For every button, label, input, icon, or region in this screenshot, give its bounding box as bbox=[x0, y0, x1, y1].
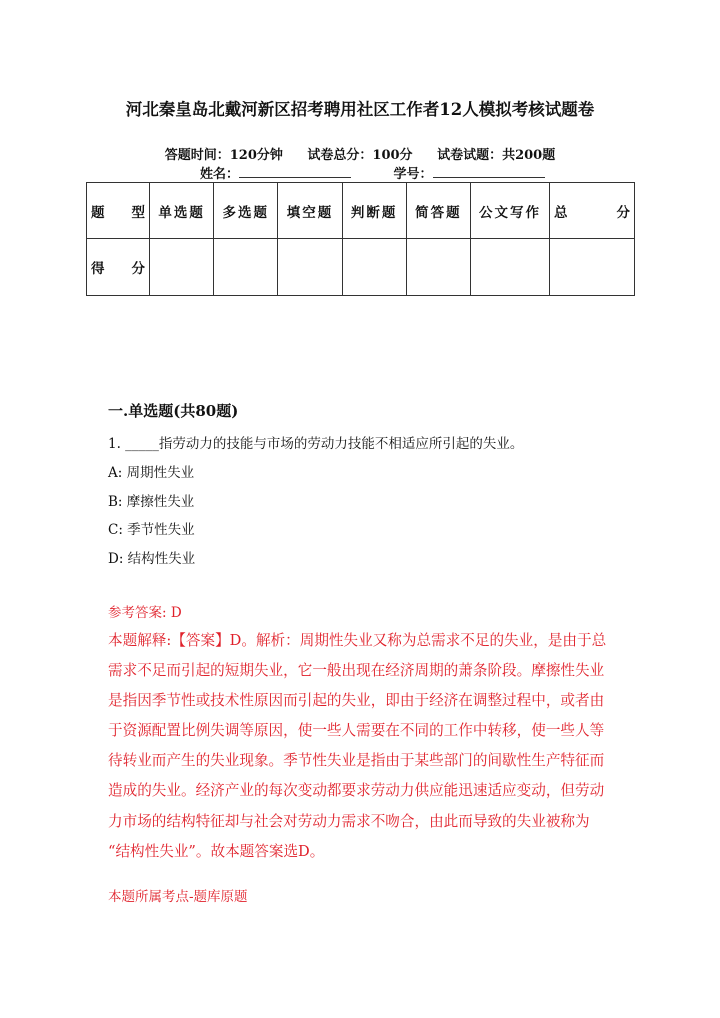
exam-question-count: 试卷试题：共200题 bbox=[437, 148, 556, 163]
topic-note: 本题所属考点-题库原题 bbox=[108, 889, 248, 905]
explanation-line: 是指因季节性或技术性原因而引起的失业，即由于经济在调整过程中，或者由 bbox=[108, 692, 605, 710]
header-label-char: 型 bbox=[131, 204, 145, 221]
explanation-line: 于资源配置比例失调等原因，使一些人需要在不同的工作中转移，使一些人等 bbox=[108, 722, 605, 740]
explanation-line: 造成的失业。经济产业的每次变动都要求劳动力供应能迅速适应变动，但劳动 bbox=[108, 782, 605, 800]
exam-time: 答题时间：120分钟 bbox=[164, 148, 283, 163]
id-blank[interactable] bbox=[433, 165, 545, 178]
header-label-char: 题 bbox=[91, 204, 105, 221]
explanation-line: 需求不足而引起的短期失业，它一般出现在经济周期的萧条阶段。摩擦性失业 bbox=[108, 662, 605, 680]
score-table-header-row bbox=[87, 183, 635, 239]
total-label-char: 分 bbox=[616, 204, 630, 221]
col-document-writing: 公文写作 bbox=[471, 183, 550, 239]
total-label-char: 总 bbox=[554, 204, 568, 221]
col-multi-choice: 多选题 bbox=[214, 183, 278, 239]
score-cell[interactable] bbox=[406, 239, 470, 296]
exam-title: 河北秦皇岛北戴河新区招考聘用社区工作者12人模拟考核试题卷 bbox=[125, 100, 595, 119]
explanation-line: 待转业而产生的失业现象。季节性失业是指由于某些部门的间歇性生产特征而 bbox=[108, 752, 605, 770]
score-cell[interactable] bbox=[214, 239, 278, 296]
reference-answer: 参考答案: D bbox=[108, 605, 182, 621]
col-fill-blank: 填空题 bbox=[278, 183, 342, 239]
option-d: D: 结构性失业 bbox=[108, 551, 196, 567]
explanation bbox=[108, 626, 606, 867]
row-label-char: 分 bbox=[131, 261, 145, 277]
score-cell[interactable] bbox=[342, 239, 406, 296]
col-single-choice: 单选题 bbox=[150, 183, 214, 239]
score-table bbox=[86, 182, 635, 296]
option-b: B: 摩擦性失业 bbox=[108, 494, 195, 510]
name-label: 姓名： bbox=[200, 167, 240, 182]
explanation-line: 力市场的结构特征却与社会对劳动力需求不吻合，由此而导致的失业被称为 bbox=[108, 812, 590, 830]
col-short-answer: 简答题 bbox=[406, 183, 470, 239]
score-cell[interactable] bbox=[471, 239, 550, 296]
score-cell[interactable] bbox=[550, 239, 635, 296]
col-true-false: 判断题 bbox=[342, 183, 406, 239]
explanation-line: 本题解释:【答案】D。解析：周期性失业又称为总需求不足的失业，是由于总 bbox=[108, 632, 607, 649]
student-fields bbox=[200, 163, 583, 182]
exam-meta bbox=[0, 144, 720, 163]
option-a: A: 周期性失业 bbox=[108, 465, 195, 481]
score-table-score-row bbox=[87, 239, 635, 296]
name-blank[interactable] bbox=[239, 165, 351, 178]
row-label-char: 得 bbox=[91, 261, 105, 277]
section-title: 一.单选题(共80题) bbox=[108, 402, 239, 420]
exam-total-score: 试卷总分：100分 bbox=[307, 148, 413, 163]
score-cell[interactable] bbox=[278, 239, 342, 296]
explanation-line: “结构性失业”。故本题答案选D。 bbox=[108, 842, 325, 860]
id-label: 学号： bbox=[393, 167, 433, 182]
score-cell[interactable] bbox=[150, 239, 214, 296]
option-c: C: 季节性失业 bbox=[108, 522, 195, 538]
question-stem: 1. _____指劳动力的技能与市场的劳动力技能不相适应所引起的失业。 bbox=[108, 436, 524, 452]
